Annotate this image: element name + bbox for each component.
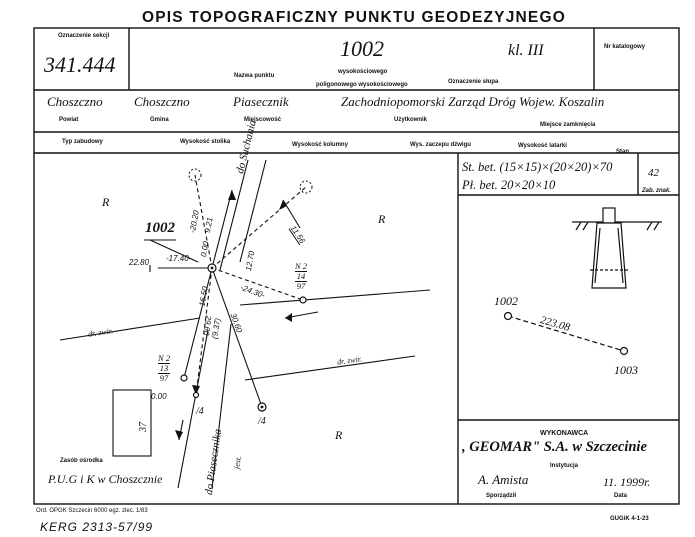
benchmark-n2-b	[158, 354, 170, 383]
mark-slash4-b: /4	[258, 416, 266, 427]
znaczek-label: Wys. zaczepu dźwigu	[410, 142, 471, 148]
dist-1740: -17.40-	[166, 254, 192, 263]
height-label: wysokościowego	[338, 69, 388, 75]
powiat-label: Powiat	[59, 117, 79, 123]
gmina-label: Gmina	[150, 117, 169, 123]
n2b-bot: 97	[159, 373, 169, 383]
stolik-label: Wysokość stolika	[180, 139, 231, 145]
section-number: 341.444	[44, 52, 116, 77]
uzytkownik-label: Użytkownik	[394, 117, 428, 123]
performer-name: , GEOMAR" S.A. w Szczecinie	[462, 439, 647, 455]
point-number: 1002	[340, 36, 384, 61]
building-number: 37	[138, 422, 149, 432]
dist-1650: -16.50	[197, 285, 210, 310]
gravel-road-1: dr. zwir.	[87, 326, 114, 339]
form-title: OPIS TOPOGRAFICZNY PUNKTU GEODEZYJNEGO	[142, 9, 566, 26]
stan-value: 42	[648, 167, 659, 179]
dist-1156: 11.56	[288, 224, 307, 246]
dist-000b: 0.00	[151, 392, 167, 401]
dist-2280: 22.80	[129, 258, 150, 267]
dist-2430: -24.30-	[239, 282, 267, 301]
miejsce-label: Miejsce zamknięcia	[540, 122, 596, 128]
miejscowosc-label: Miejscowość	[244, 117, 282, 123]
azimuth-from: 1002	[494, 294, 518, 308]
institution-label: Instytucja	[550, 463, 579, 469]
dist-3060: 30.60	[228, 312, 244, 334]
azimuth-to: 1003	[614, 363, 638, 377]
gravel-road-2: dr. zwir.	[336, 354, 363, 367]
typ-label: Typ zabudowy	[62, 139, 103, 145]
land-R-1: R	[102, 195, 110, 209]
dist-937: (9.37)	[210, 317, 223, 340]
resource-value: P.U.G i K w Choszcznie	[48, 472, 163, 486]
prepared-by: A. Amista	[478, 472, 529, 487]
land-R-3: R	[335, 428, 343, 442]
plate-spec: Pł. bet. 20×20×10	[462, 178, 556, 192]
n2a-bot: 97	[296, 281, 306, 291]
print-note: Ord. OPGK Szczecin 6000 egz. zlec. 1/83	[36, 508, 148, 514]
land-R-2: R	[378, 212, 386, 226]
point-name-label: Nazwa punktu	[234, 73, 275, 79]
catalog-number-label: Nr katalogowy	[604, 44, 646, 50]
uzytkownik-value: Zachodniopomorski Zarząd Dróg Wojew. Koszalin	[341, 94, 605, 109]
dist-2020: -20.20	[188, 209, 201, 234]
jest-label: jest.	[232, 455, 244, 470]
resource-label: Zasób ośrodka	[60, 458, 103, 464]
performer-label: WYKONAWCA	[540, 430, 589, 437]
dist-921: 9.21	[203, 216, 215, 234]
powiat-value: Choszczno	[47, 94, 103, 109]
point-class: kl. III	[508, 42, 544, 59]
sketch-point-label: 1002	[145, 220, 175, 236]
n2b-top: N 2	[158, 353, 171, 363]
mark-slash4-a: /4	[196, 406, 204, 417]
form-code: GUGiK 4-1-23	[610, 516, 649, 522]
n2a-mid: 14	[296, 271, 306, 281]
stan-label: Stan	[616, 149, 630, 155]
prepared-label: Sporządził	[486, 493, 517, 499]
date-value: 11. 1999r.	[603, 475, 651, 489]
stone-post-spec: St. bet. (15×15)×(20×20)×70	[462, 160, 613, 174]
miejscowosc-value: Piasecznik	[233, 94, 289, 109]
n2b-mid: 13	[159, 363, 169, 373]
date-label: Data	[614, 493, 628, 499]
gmina-value: Choszczno	[134, 94, 190, 109]
latarka-label: Wysokość latarki	[518, 143, 567, 149]
pole-label: Oznaczenie słupa	[448, 79, 499, 85]
dist-2960: 29.60	[201, 314, 213, 336]
road-piasecznik-label: do Piasecznika	[203, 428, 225, 496]
poligon-label: poligonowego wysokościowego	[316, 82, 408, 88]
azimuth-distance: 223.08	[538, 314, 572, 334]
stan-note: Zab. znak.	[642, 188, 672, 194]
kolumna-label: Wysokość kolumny	[292, 142, 348, 148]
benchmark-n2-a	[295, 262, 307, 291]
dist-000a: 0.00	[199, 240, 211, 258]
n2a-top: N 2	[295, 261, 308, 271]
kerg-number: KERG 2313-57/99	[40, 520, 154, 534]
dist-1270: 12.70	[244, 250, 257, 272]
section-label: Oznaczenie sekcji	[58, 33, 110, 39]
road-suchanin-label: do Suchania	[234, 118, 259, 175]
